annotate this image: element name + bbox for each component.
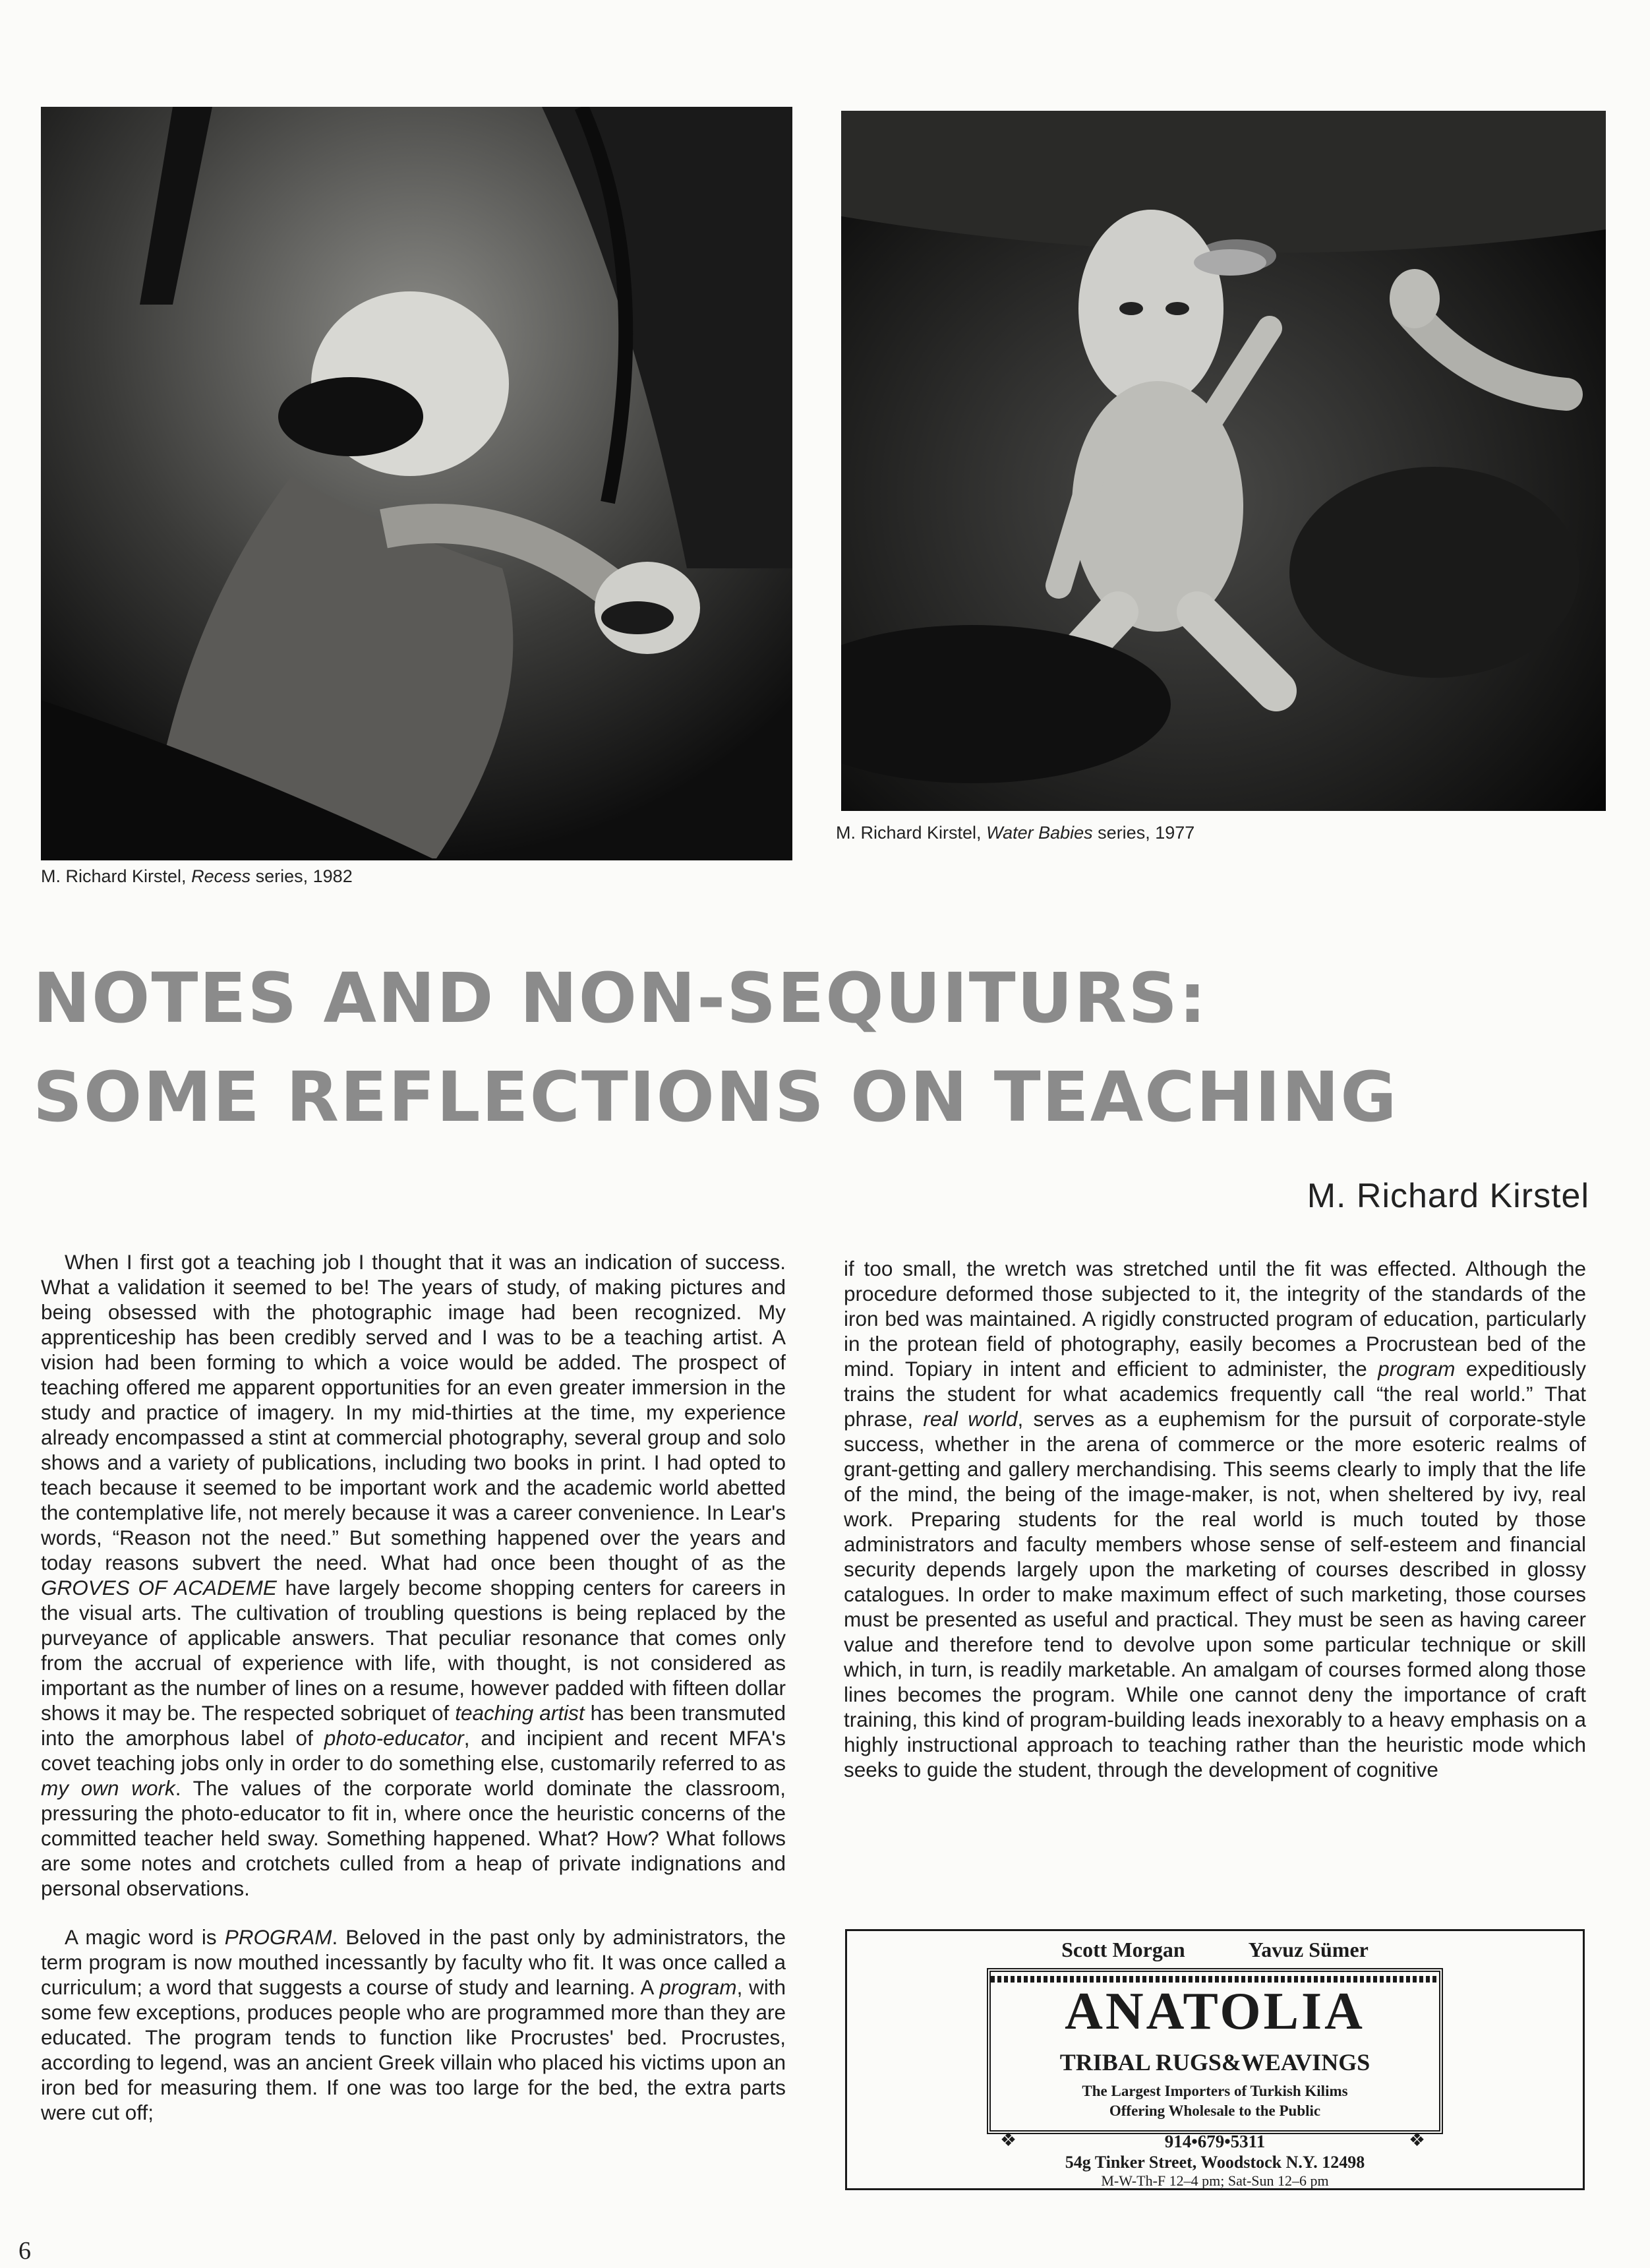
article-title-line-1: NOTES AND NON-SEQUITURS: bbox=[33, 958, 1208, 1038]
ad-tagline-1: The Largest Importers of Turkish Kilims bbox=[1082, 2083, 1348, 2099]
paragraph-program: A magic word is PROGRAM. Beloved in the past only by administrators, the term program is now mouthed incessantly by faculty who fit. It was once called a curriculum; a word that suggests a course of study and learning. A program, with some few exceptions, produces people who are programmed more than they are educated. The program tends to function like Procrustes' bed. Procrustes, according to legend, was an ancient Greek villain who placed his victims upon an iron bed for measuring them. If one was too large for the bed, the extra parts were cut off; bbox=[41, 1925, 786, 2124]
ad-subtitle: TRIBAL RUGS&WEAVINGS bbox=[1059, 2049, 1370, 2075]
paragraph-intro: When I first got a teaching job I thought that it was an indication of success. What a validation it seemed to be! The years of study, of making pictures and being obsessed with the photographic image had been recognized. My apprenticeship has been credibly served and I was to be a teaching artist. A vision had been forming to which a voice would be added. The prospect of teaching offered me apparent opportunities for an even greater immersion in the study and practice of imagery. In my mid-thirties at the time, my experience already encompassed a stint at commercial photography, several group and solo shows and a variety of publications, including two books in print. I had opted to teach because it seemed to be important work and the academic world abetted the contemplative life, not merely because it was a career convenience. In Lear's words, “Reason not the need.” But something happened over the years and today reasons subvert the need. What had once been thought of as the GROVES OF ACADEME have largely become shopping centers for careers in the visual arts. The cultivation of troubling questions is being replaced by the purveyance of applicable answers. That peculiar resonance that comes only from the accrual of experience with life, with thought, is not considered as important as the number of lines on a resume, however padded with fifteen dollar shows it may be. The respected sobriquet of teaching artist has been transmuted into the amorphous label of photo-educator, and incipient and recent MFA's covet teaching jobs only in order to do something else, customarily referred to as my own work. The values of the corporate world dominate the classroom, pressuring the photo-educator to fit in, where once the heuristic concerns of the committed teacher held sway. Something happened. What? How? What follows are some notes and crotchets culled from a heap of private indignations and personal observations. bbox=[41, 1250, 786, 1900]
article-column-right bbox=[844, 1256, 1586, 1782]
water-babies-photo-graphic bbox=[841, 111, 1606, 811]
ad-ornamental-frame bbox=[987, 1968, 1443, 2134]
ad-brand-name: ANATOLIA bbox=[1065, 1983, 1365, 2041]
paragraph-procrustes: if too small, the wretch was stretched until the fit was effected. Although the procedure deformed those subjected to it, the integrity of the standards of the iron bed was maintained. A rigidly constructed program of education, particularly in the protean field of photography, easily becomes a Procrustean bed of the mind. Topiary in intent and efficient to administer, the program expeditiously trains the student for what academics frequently call “the real world.” That phrase, real world, serves as a euphemism for the pursuit of corporate-style success, whether in the arena of commerce or the more esoteric realms of grant-getting and gallery merchandising. This seems clearly to imply that the life of the mind, the being of the image-maker, is not, when sheltered by ivy, real work. Preparing students for the real world is much touted by those administrators and faculty members whose sense of self-esteem and financial security depends largely upon the marketing of courses described in glossy catalogues. In order to make maximum effect of such marketing, those courses must be presented as useful and practical. They must be seen as having career value and therefore tend to devolve upon some particular technique or skill which, in turn, is readily marketable. An amalgam of courses formed along those lines becomes the program. While one cannot deny the importance of craft training, this kind of program-building leads inexorably to a heavy emphasis on a highly instructional approach to teaching rather than the heuristic mode which seeks to guide the student, through the development of cognitive bbox=[844, 1257, 1586, 1781]
recess-photo-graphic bbox=[41, 107, 792, 860]
ad-border-pattern bbox=[991, 1976, 1439, 1983]
article-column-left bbox=[41, 1249, 786, 2125]
ad-owner-1: Scott Morgan bbox=[1061, 1938, 1185, 1961]
photo-recess bbox=[41, 107, 792, 860]
ad-owner-2: Yavuz Sümer bbox=[1248, 1938, 1369, 1961]
ad-owner-names bbox=[847, 1938, 1583, 1962]
ornament-icon: ❖ bbox=[1409, 2130, 1426, 2151]
caption-recess: M. Richard Kirstel, Recess series, 1982 bbox=[41, 866, 353, 886]
article-title-line-2: SOME REFLECTIONS ON TEACHING bbox=[33, 1057, 1398, 1137]
caption-water-babies: M. Richard Kirstel, Water Babies series, 1977 bbox=[836, 823, 1195, 843]
ad-address: 54g Tinker Street, Woodstock N.Y. 12498 bbox=[1065, 2153, 1365, 2172]
photo-water-babies bbox=[841, 111, 1606, 811]
page-number: 6 bbox=[18, 2237, 31, 2265]
ad-tagline-2: Offering Wholesale to the Public bbox=[1109, 2103, 1321, 2119]
anatolia-advertisement bbox=[845, 1929, 1585, 2190]
ornament-icon: ❖ bbox=[1000, 2130, 1017, 2151]
ad-hours: M-W-Th-F 12–4 pm; Sat-Sun 12–6 pm bbox=[1101, 2172, 1329, 2189]
article-author: M. Richard Kirstel bbox=[1307, 1177, 1589, 1215]
ad-phone: 914•679•5311 bbox=[1164, 2132, 1266, 2151]
